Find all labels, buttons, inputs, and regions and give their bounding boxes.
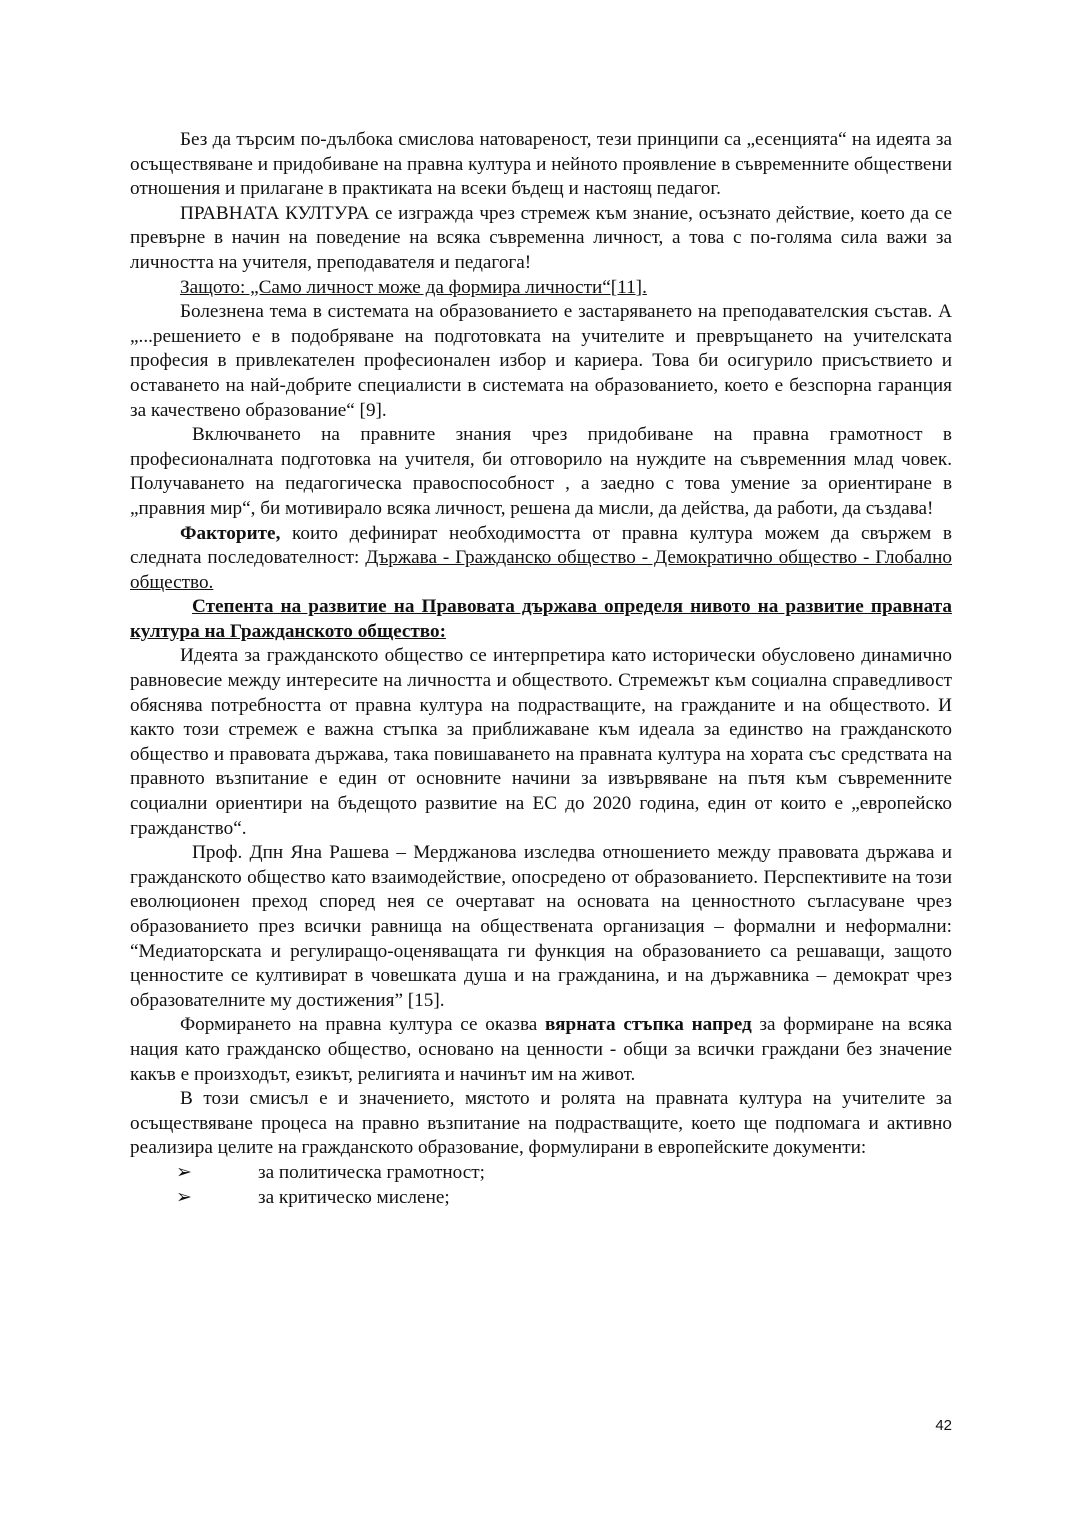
section-heading: Степента на развитие на Правовата държава определя нивото на развитие правната култура на Гражданското общество:: [130, 596, 952, 642]
arrow-bullet-icon: ➢: [176, 1161, 193, 1183]
factors-text: които дефинират необходимостта от правна култура можем да свържем в следната последователност:: [130, 522, 952, 569]
paragraph-9-end: за формиране на всяка нация като гражданско общество, основано на ценности - общи за всички граждани без значение какъв е произходът, езикът, религията и начинът им на живот.: [130, 1014, 952, 1085]
list-item-text: за критическо мислене;: [258, 1186, 450, 1208]
paragraph-8: Проф. Дпн Яна Рашева – Мерджанова изследва отношението между правовата държава и гражданското общество като взаимодействие, опосредено от образованието. Перспективите на този еволюционен преход според нея се очертават на основата на ценностното съгласуване чрез образованието през всички равнища на обществената организация – формални и неформални: “Медиаторската и регулиращо-оценяващата ги функция на образованието са решаващи, защото ценностите се култивират в човешката душа и на гражданина, и на държавника – демократ чрез образователните му достижения” [15].: [130, 842, 952, 1011]
paragraph-4: Болезнена тема в системата на образованието е застаряването на преподавателския състав. А „...решението е в подобряване на подготовката на учителите и превръщането на учителската професия в привлекателен професионален избор и кариера. Това би осигурило присъствието и оставането на най-добрите специалисти в системата на образованието, което е безспорна гаранция за качествено образование“ [9].: [130, 301, 952, 421]
list-item-text: за политическа грамотност;: [258, 1161, 485, 1183]
arrow-bullet-icon: ➢: [176, 1186, 193, 1208]
page-number: 42: [935, 1417, 952, 1434]
paragraph-9-bold: вярната стъпка напред: [545, 1014, 752, 1036]
paragraph-6: [130, 522, 952, 596]
paragraph-2: ПРАВНАТА КУЛТУРА се изгражда чрез стремеж към знание, осъзнато действие, което да се превърне в начин на поведение на всяка съвременна личност, а това с по-голяма сила важи за личността на учителя, преподавателя и педагога!: [130, 202, 952, 273]
factors-bold: Факторите,: [180, 522, 281, 544]
document-page: [130, 128, 952, 1210]
paragraph-1: Без да търсим по-дълбока смислова натовареност, тези принципи са „есенцията“ на идеята за осъществяване и придобиване на правна култура и нейното проявление в съвременните обществени отношения и прилагане в практиката на всеки бъдещ и настоящ педагог.: [130, 129, 952, 200]
quote-underlined: Защото: „Само личност може да формира личности“[11].: [180, 276, 647, 298]
paragraph-5: Включването на правните знания чрез придобиване на правна грамотност в професионалната подготовка на учителя, би отговорило на нуждите на съвременния млад човек. Получаването на педагогическа правоспособност , а заедно с това умение за ориентиране в „правния мир“, би мотивирало всяка личност, решена да мисли, да действа, да работи, да създава!: [130, 424, 952, 519]
paragraph-10: В този смисъл е и значението, мястото и ролята на правната култура на учителите за осъществяване процеса на правно възпитание на подрастващите, което ще подпомага и активно реализира целите на гражданското образование, формулирани в европейските документи:: [130, 1088, 952, 1159]
paragraph-9: [130, 1013, 952, 1087]
list-item: [130, 1186, 952, 1211]
paragraph-7: Идеята за гражданското общество се интерпретира като исторически обусловено динамично равновесие между интересите на личността и обществото. Стремежът към социална справедливост обяснява потребността от правна култура на подрастващите, на гражданите и на обществото. И както този стремеж е важна стъпка за приближаване към идеала за единство на гражданското общество и правовата държава, така повишаването на правната култура на хората със средствата на правното възпитание е един от основните начини за извървяване на пътя към съвременните социални ориентири на бъдещото развитие на ЕС до 2020 година, един от които е „европейско гражданство“.: [130, 645, 952, 839]
paragraph-3: [130, 276, 952, 301]
list-item: [130, 1161, 952, 1186]
factors-sequence: Държава - Гражданско общество - Демократично общество - Глобално общество.: [130, 547, 953, 593]
paragraph-9-start: Формирането на правна култура се оказва: [180, 1014, 546, 1036]
